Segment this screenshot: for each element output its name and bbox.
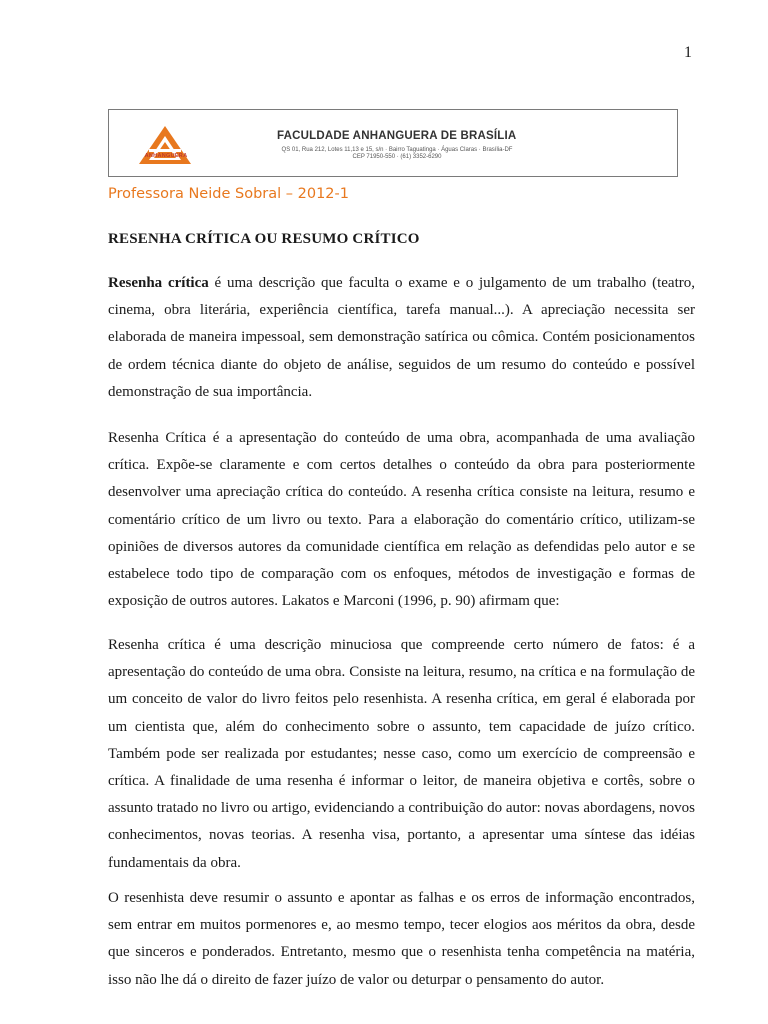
paragraph-1-lead: Resenha crítica [108,275,209,291]
address-line-2: CEP 71950-550 · (61) 3352-6290 [352,154,442,160]
institution-address [275,147,519,161]
paragraph-3: Resenha crítica é uma descrição minuciosa que compreende certo número de fatos: é a apresentação do conteúdo de uma obra. Consiste na leitura, resumo, na crítica e na formulação de um conceito de valor do livro feitos pelo resenhista. A resenha crítica, em geral é elaborada por um cientista que, além do conhecimento sobre o assunto, tem capacidade de juízo crítico. Também pode ser realizada por estudantes; nesse caso, como um exercício de compreensão e crítica. A finalidade de uma resenha é informar o leitor, de maneira objetiva e cortês, sobre o assunto tratado no livro ou artigo, evidenciando a contribuição do autor: novas abordagens, novos conhecimentos, novas teorias. A resenha visa, portanto, a apresentar uma síntese das idéias fundamentais da obra. [108,637,695,871]
paragraph-1-text: é uma descrição que faculta o exame e o julgamento de um trabalho (teatro, cinema, obra literária, experiência científica, tarefa manual...). A apreciação necessita ser elaborada de maneira impessoal, sem demonstração satírica ou cômica. Contém posicionamentos de ordem técnica diante do objeto de análise, seguidos de um resumo do conteúdo e possível demonstração de sua importância. [108,275,695,400]
anhanguera-logo-icon [135,122,195,170]
paragraph-2: Resenha Crítica é a apresentação do conteúdo de uma obra, acompanhada de uma avaliação crítica. Expõe-se claramente e com certos detalhes o conteúdo da obra para posteriormente desenvolver uma apreciação crítica do conteúdo. A resenha crítica consiste na leitura, resumo e comentário crítico de um livro ou texto. Para a elaboração do comentário crítico, utilizam-se opiniões de diversos autores da comunidade científica em relação as defendidas pelo autor e se estabelece todo tipo de comparação com os enfoques, métodos de investigação e formas de exposição de outros autores. Lakatos e Marconi (1996, p. 90) afirmam que: [108,430,695,610]
logo-wordmark: ANHANGUERA [144,153,188,159]
page-number: 1 [684,44,692,61]
address-line-1: QS 01, Rua 212, Lotes 11,13 e 15, s/n · Bairro Taguatinga · Águas Claras · Brasília-DF [281,147,513,153]
institution-name: FACULDADE ANHANGUERA DE BRASÍLIA [277,130,517,142]
institution-header [108,109,678,177]
professor-line: Professora Neide Sobral – 2012-1 [108,186,349,202]
paragraph-1 [108,270,695,406]
document-title: RESENHA CRÍTICA OU RESUMO CRÍTICO [108,231,420,247]
paragraph-4: O resenhista deve resumir o assunto e apontar as falhas e os erros de informação encontrados, sem entrar em muitos pormenores e, ao mesmo tempo, tecer elogios aos méritos da obra, desde que sinceros e ponderados. Entretanto, mesmo que o resenhista tenha competência na matéria, isso não lhe dá o direito de fazer juízo de valor ou deturpar o pensamento do autor. [108,890,695,988]
